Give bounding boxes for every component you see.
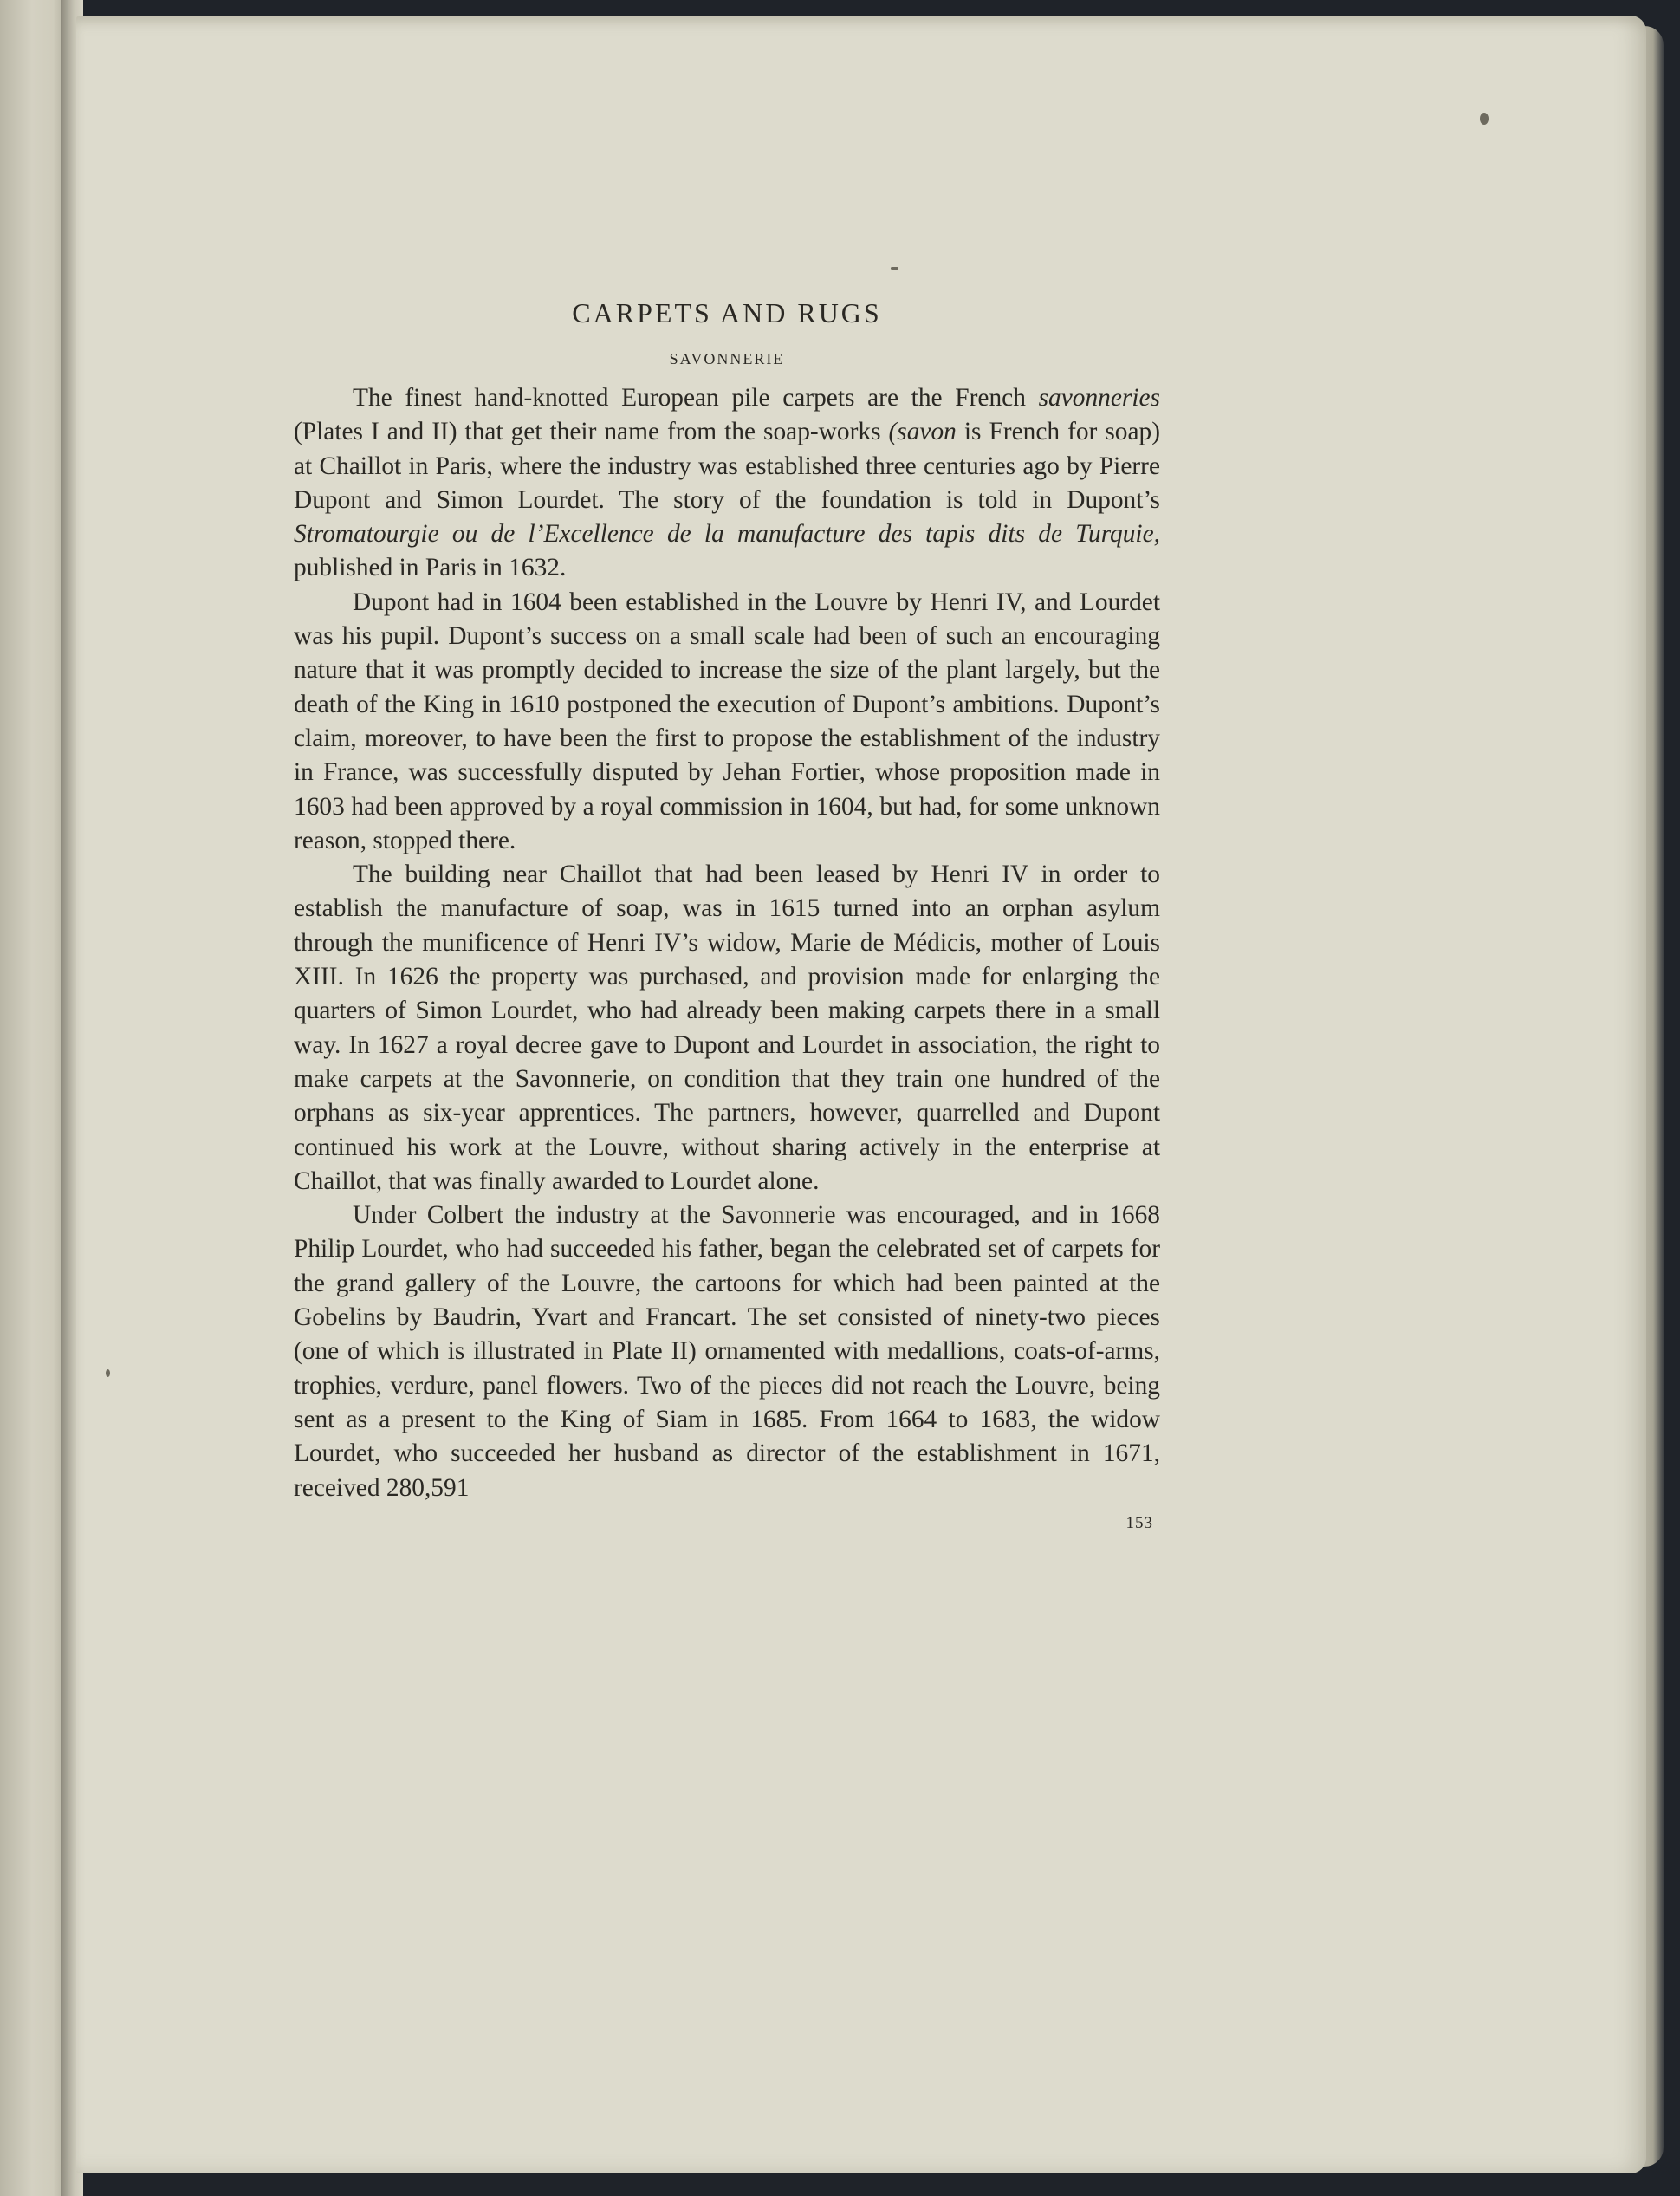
paragraph-text: published in Paris in 1632. (294, 554, 567, 582)
paragraph-4: Under Colbert the industry at the Savonnerie was encouraged, and in 1668 Philip Lourdet, who had succeeded his father, began the celebrated set of carpets for the grand gallery of the Louvre, the cartoons for which had been painted at the Gobelins by Baudrin, Yvart and Francart. The set consisted of ninety-two pieces (one of which is illustrated in Plate II) ornamented with medallions, coats-of-arms, trophies, verdure, panel flowers. Two of the pieces did not reach the Louvre, being sent as a present to the King of Siam in 1685. From 1664 to 1683, the widow Lourdet, who succeeded her husband as director of the establishment in 1671, received 280,591 (294, 1201, 1160, 1502)
paragraph-text: The finest hand-knotted European pile carpets are the French (353, 384, 1039, 412)
paper-speck (1480, 113, 1489, 125)
italic-term: savonneries (1038, 384, 1160, 412)
italic-book-title: Stromatourgie ou de l’Excellence de la manufacture des tapis dits de Turquie, (294, 520, 1160, 549)
paragraph-text: is French for soap) at Chaillot in Paris, where the industry was established three centuries ago by Pierre Dupont and Simon Lourdet. The story of the foundation is told in Dupont’s (294, 418, 1160, 514)
paragraph-2: Dupont had in 1604 been established in the Louvre by Henri IV, and Lourdet was his pupil. Dupont’s success on a small scale had been of such an encouraging nature that it was promptly decided to increase the size of the plant largely, but the death of the King in 1610 postponed the execution of Dupont’s ambitions. Dupont’s claim, moreover, to have been the first to propose the establishment of the industry in France, was successfully disputed by Jehan Fortier, whose proposition made in 1603 had been approved by a royal commission in 1604, but had, for some unknown reason, stopped there. (294, 588, 1160, 854)
page-text (294, 286, 1160, 1533)
page-number: 153 (1125, 1513, 1153, 1532)
paper-speck (891, 267, 898, 270)
section-heading: SAVONNERIE (669, 350, 785, 367)
italic-term: (savon (888, 418, 957, 446)
paper-speck (106, 1369, 110, 1377)
paragraph-1 (294, 381, 1160, 586)
paragraph-3: The building near Chaillot that had been leased by Henri IV in order to establish the manufacture of soap, was in 1615 turned into an orphan asylum through the munificence of Henri IV’s widow, Marie de Médicis, mother of Louis XIII. In 1626 the property was purchased, and provision made for enlarging the quarters of Simon Lourdet, who had already been making carpets there in a small way. In 1627 a royal decree gave to Dupont and Lourdet in association, the right to make carpets at the Savonnerie, on condition that they train one hundred of the orphans as six-year apprentices. The partners, however, quarrelled and Dupont continued his work at the Louvre, without sharing actively in the enterprise at Chaillot, that was finally awarded to Lourdet alone. (294, 861, 1160, 1195)
paragraph-text: (Plates I and II) that get their name from the soap-works (294, 418, 889, 446)
page-title: CARPETS AND RUGS (572, 297, 882, 328)
